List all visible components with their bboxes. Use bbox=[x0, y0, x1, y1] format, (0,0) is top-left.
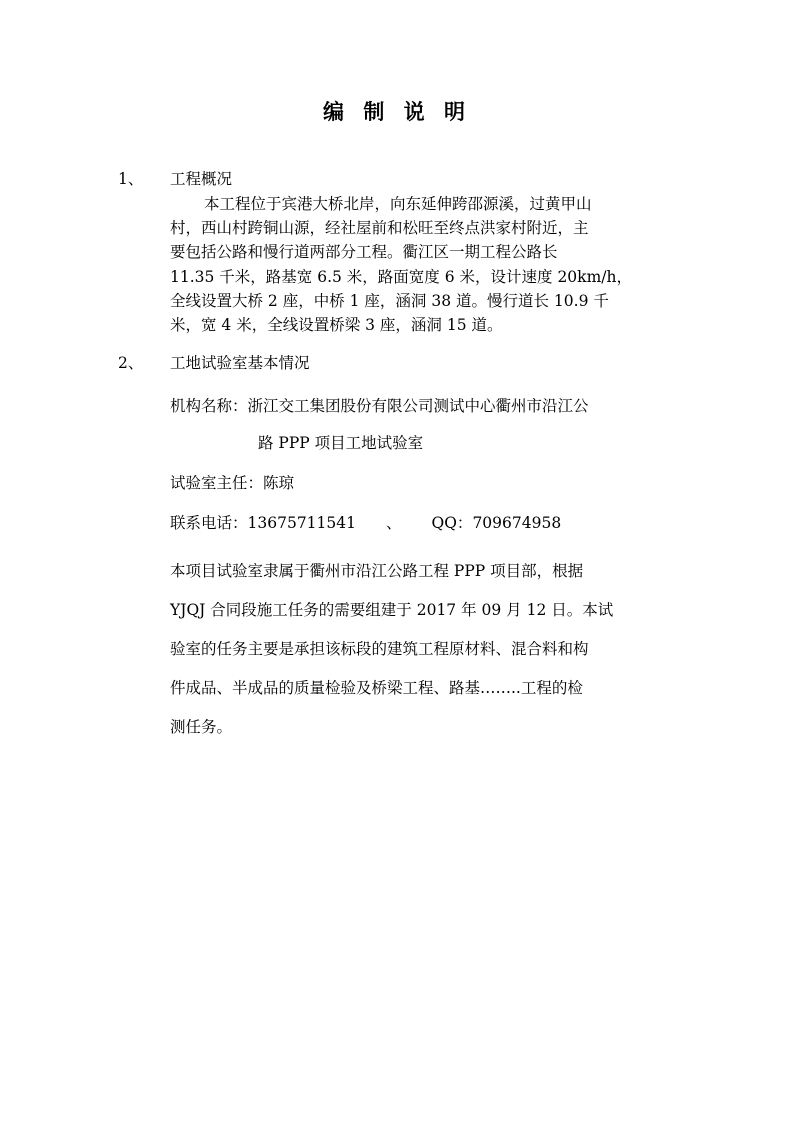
paragraph-line: 村，西山村跨铜山源，经社屋前和松旺至终点洪家村附近，主 bbox=[170, 219, 589, 238]
org-name-value: 浙江交工集团股份有限公司测试中心衢州市沿江公 bbox=[247, 397, 589, 415]
director-label: 试验室主任： bbox=[170, 474, 264, 492]
org-name-label: 机构名称： bbox=[170, 397, 248, 415]
paragraph-line: 验室的任务主要是承担该标段的建筑工程原材料、混合料和构 bbox=[170, 640, 589, 658]
phone-label: 联系电话： bbox=[170, 514, 248, 532]
org-name-continuation: 路 PPP 项目工地试验室 bbox=[258, 434, 424, 452]
paragraph-line: 要包括公路和慢行道两部分工程。衢江区一期工程公路长 bbox=[170, 243, 558, 262]
paragraph-line: 测任务。 bbox=[170, 718, 233, 736]
paragraph-line: 本项目试验室隶属于衢州市沿江公路工程 PPP 项目部，根据 bbox=[170, 562, 584, 580]
section-1-paragraph bbox=[170, 192, 675, 337]
section-2-paragraph bbox=[170, 552, 675, 747]
qq-label: QQ： bbox=[431, 514, 473, 532]
paragraph-line: 11.35 千米，路基宽 6.5 米，路面宽度 6 米，设计速度 20km/h， bbox=[170, 267, 632, 286]
org-name-row bbox=[170, 395, 589, 417]
phone-number: 13675711541 bbox=[247, 514, 356, 532]
section-1-number: 1、 bbox=[118, 170, 144, 188]
paragraph-line: 全线设置大桥 2 座，中桥 1 座，涵洞 38 道。慢行道长 10.9 千 bbox=[170, 291, 609, 310]
section-2-heading: 工地试验室基本情况 bbox=[170, 354, 310, 372]
paragraph-line: YJQJ 合同段施工任务的需要组建于 2017 年 09 月 12 日。本试 bbox=[170, 601, 614, 619]
qq-number: 709674958 bbox=[472, 514, 562, 532]
contact-separator: 、 bbox=[386, 514, 402, 532]
paragraph-line: 件成品、半成品的质量检验及桥梁工程、路基……..工程的检 bbox=[170, 679, 583, 697]
contact-row bbox=[170, 512, 561, 534]
section-2-number: 2、 bbox=[118, 354, 144, 372]
document-title: 编 制 说 明 bbox=[323, 99, 471, 124]
director-name: 陈琼 bbox=[263, 474, 295, 492]
section-1-heading: 工程概况 bbox=[170, 170, 233, 188]
paragraph-line: 本工程位于宾港大桥北岸，向东延伸跨邵源溪，过黄甲山 bbox=[204, 195, 592, 213]
director-row bbox=[170, 472, 294, 494]
paragraph-line: 米，宽 4 米，全线设置桥梁 3 座，涵洞 15 道。 bbox=[170, 316, 503, 335]
